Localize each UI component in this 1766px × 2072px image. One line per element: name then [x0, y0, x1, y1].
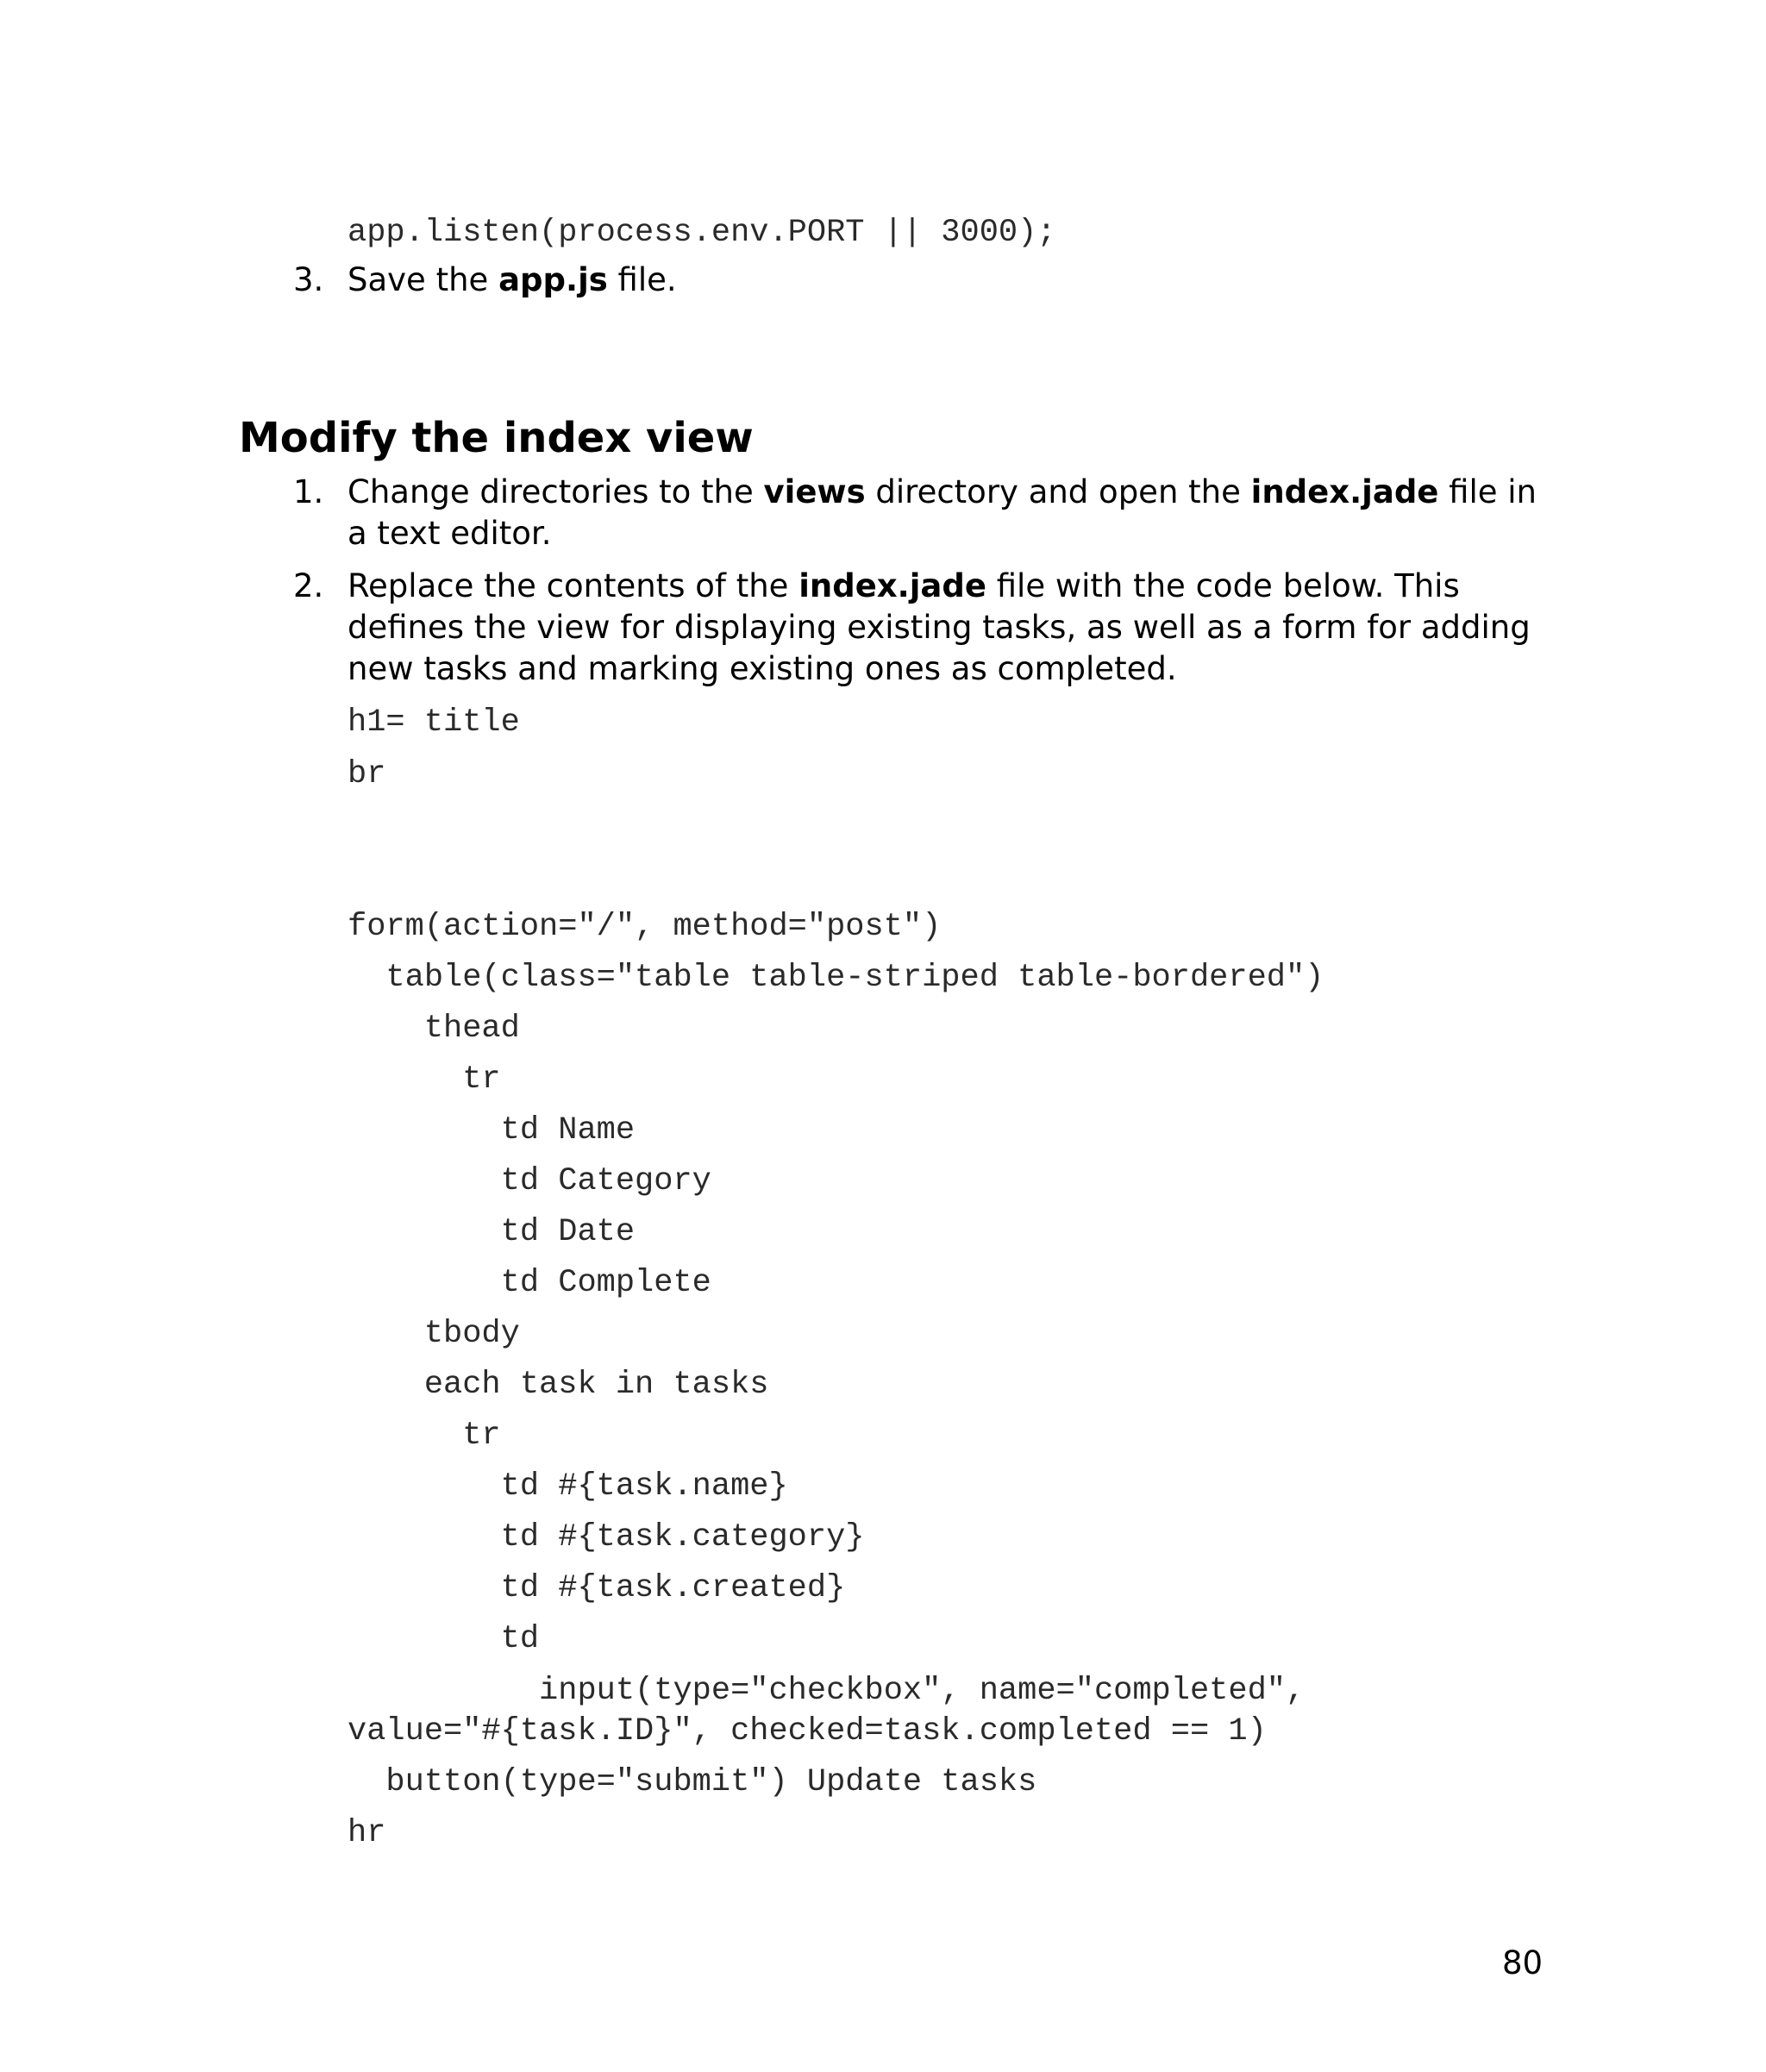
step-change-directories — [293, 472, 1552, 554]
step-text-plain: directory and open the — [865, 473, 1251, 510]
step-text-bold: index.jade — [798, 567, 986, 604]
code-line: td Name — [348, 1112, 636, 1149]
code-line: button(type="submit") Update tasks — [348, 1764, 1037, 1800]
code-line: td Date — [348, 1214, 636, 1250]
step-text-plain: file. — [607, 261, 677, 298]
code-line: tr — [348, 1418, 501, 1454]
step-text-plain: Replace the contents of the — [348, 567, 799, 604]
code-line: h1= title — [348, 704, 520, 741]
code-line: input(type="checkbox", name="completed", — [348, 1673, 1306, 1709]
step-text — [348, 566, 1552, 690]
step-text-plain: Change directories to the — [348, 473, 764, 510]
code-line: each task in tasks — [348, 1367, 769, 1403]
step-number: 3. — [293, 261, 324, 298]
code-line: thead — [348, 1011, 520, 1047]
step-text — [348, 472, 1552, 554]
code-line: hr — [348, 1815, 386, 1851]
section-heading: Modify the index view — [239, 414, 754, 462]
code-line: td — [348, 1621, 540, 1657]
code-line: table(class="table table-striped table-bordered") — [348, 960, 1324, 996]
step-text-plain: Save the — [348, 261, 499, 298]
step-text-plain: file with the code below. This defines the view for displaying existing tasks, as well as a form for adding new tasks and marking existing ones as completed. — [348, 567, 1531, 687]
step-text-bold: views — [763, 473, 866, 510]
step-number: 2. — [293, 567, 324, 604]
code-line: form(action="/", method="post") — [348, 909, 942, 945]
step-text — [348, 260, 1552, 301]
step-number: 1. — [293, 473, 324, 510]
code-line: td #{task.name} — [348, 1468, 788, 1505]
code-line-app-listen: app.listen(process.env.PORT || 3000); — [348, 215, 1056, 251]
step-text-bold: index.jade — [1250, 473, 1439, 510]
code-line: td #{task.created} — [348, 1570, 846, 1606]
code-line: value="#{task.ID}", checked=task.completed == 1) — [348, 1713, 1267, 1750]
step-text-plain: file in a text editor. — [348, 473, 1537, 552]
code-line: tr — [348, 1061, 501, 1098]
code-line: td #{task.category} — [348, 1519, 865, 1556]
step-text-bold: app.js — [498, 261, 608, 298]
page-number: 80 — [1502, 1944, 1544, 1981]
code-line: td Category — [348, 1163, 711, 1199]
code-line: tbody — [348, 1316, 520, 1352]
code-line: td Complete — [348, 1265, 711, 1301]
step-save-app-js — [293, 260, 1552, 301]
code-line: br — [348, 756, 386, 792]
step-replace-contents — [293, 566, 1552, 690]
